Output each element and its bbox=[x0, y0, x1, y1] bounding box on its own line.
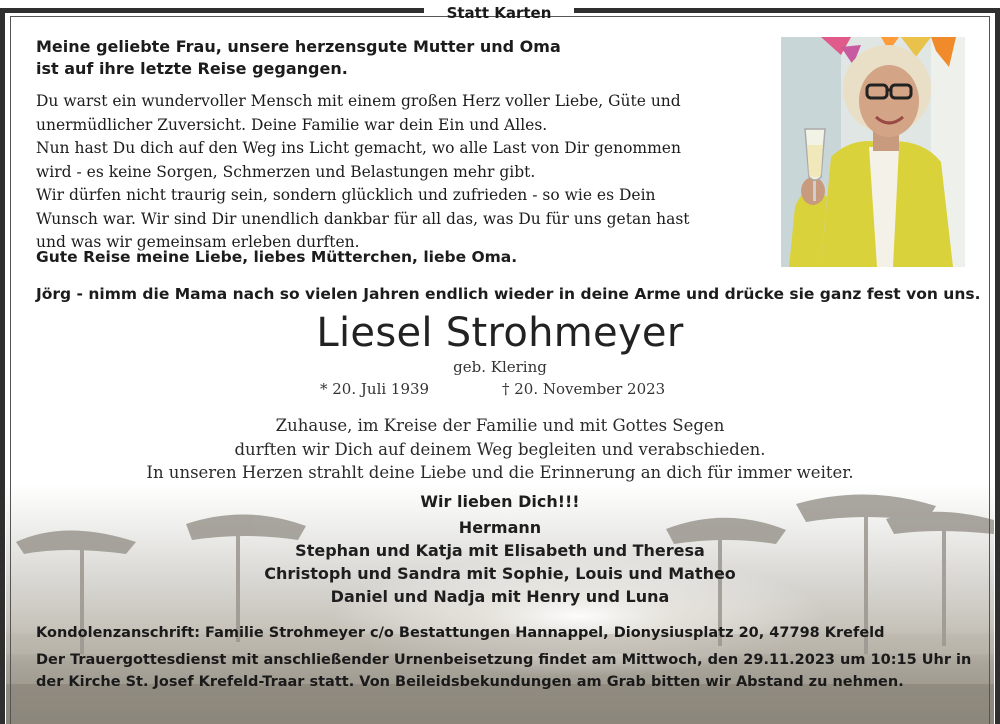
frame-top-left bbox=[0, 8, 424, 13]
family-line: Stephan und Katja mit Elisabeth und Theresa bbox=[295, 541, 705, 560]
intro-line: ist auf ihre letzte Reise gegangen. bbox=[36, 59, 348, 78]
service-info: der Kirche St. Josef Krefeld-Traar statt. Von Beileidsbekundungen am Grab bitten wir Abstand zu nehmen. bbox=[36, 674, 904, 690]
tribute-line: Wunsch war. Wir sind Dir unendlich dankbar für all das, was Du für uns getan hast bbox=[36, 209, 690, 228]
closing-line: durften wir Dich auf deinem Weg begleiten und verabschieden. bbox=[234, 440, 766, 459]
birth-date: * 20. Juli 1939 bbox=[320, 380, 430, 398]
deceased-name: Liesel Strohmeyer bbox=[316, 310, 684, 356]
family-line: Hermann bbox=[458, 518, 542, 537]
portrait-photo bbox=[781, 37, 965, 267]
closing-line: In unseren Herzen strahlt deine Liebe und die Erinnerung an dich für immer weiter. bbox=[146, 463, 854, 482]
death-date: † 20. November 2023 bbox=[502, 380, 666, 398]
intro-line: Meine geliebte Frau, unsere herzensgute Mutter und Oma bbox=[36, 37, 561, 56]
service-info: Der Trauergottesdienst mit anschließender Urnenbeisetzung findet am Mittwoch, den 29.11.2023 um 10:15 Uhr in bbox=[36, 652, 972, 668]
joerg-line: Jörg - nimm die Mama nach so vielen Jahren endlich wieder in deine Arme und drücke sie ganz fest von uns. bbox=[36, 285, 981, 303]
love-line: Wir lieben Dich!!! bbox=[420, 492, 580, 511]
tribute-line: Nun hast Du dich auf den Weg ins Licht gemacht, wo alle Last von Dir genommen bbox=[36, 139, 681, 157]
statt-karten-label: Statt Karten bbox=[446, 4, 552, 22]
closing-line: Zuhause, im Kreise der Familie und mit Gottes Segen bbox=[275, 416, 725, 435]
maiden-name: geb. Klering bbox=[453, 358, 547, 376]
farewell-line: Gute Reise meine Liebe, liebes Mütterchen, liebe Oma. bbox=[36, 248, 518, 266]
tribute-text bbox=[36, 90, 690, 255]
condolence-address: Kondolenzanschrift: Familie Strohmeyer c/o Bestattungen Hannappel, Dionysiusplatz 20, 47798 Krefeld bbox=[36, 625, 885, 641]
tribute-line: unermüdlicher Zuversicht. Deine Familie war dein Ein und Alles. bbox=[36, 115, 548, 134]
tribute-line: wird - es keine Sorgen, Schmerzen und Belastungen mehr gibt. bbox=[36, 162, 536, 181]
family-line: Christoph und Sandra mit Sophie, Louis und Matheo bbox=[264, 564, 736, 583]
tribute-line: Wir dürfen nicht traurig sein, sondern glücklich und zufrieden - so wie es Dein bbox=[36, 186, 656, 204]
family-line: Daniel und Nadja mit Henry und Luna bbox=[330, 587, 670, 606]
tribute-line: und was wir gemeinsam erleben durften. bbox=[36, 233, 360, 251]
intro-text bbox=[36, 36, 561, 80]
tribute-line: Du warst ein wundervoller Mensch mit einem großen Herz voller Liebe, Güte und bbox=[36, 92, 681, 110]
frame-top-right bbox=[574, 8, 1000, 13]
